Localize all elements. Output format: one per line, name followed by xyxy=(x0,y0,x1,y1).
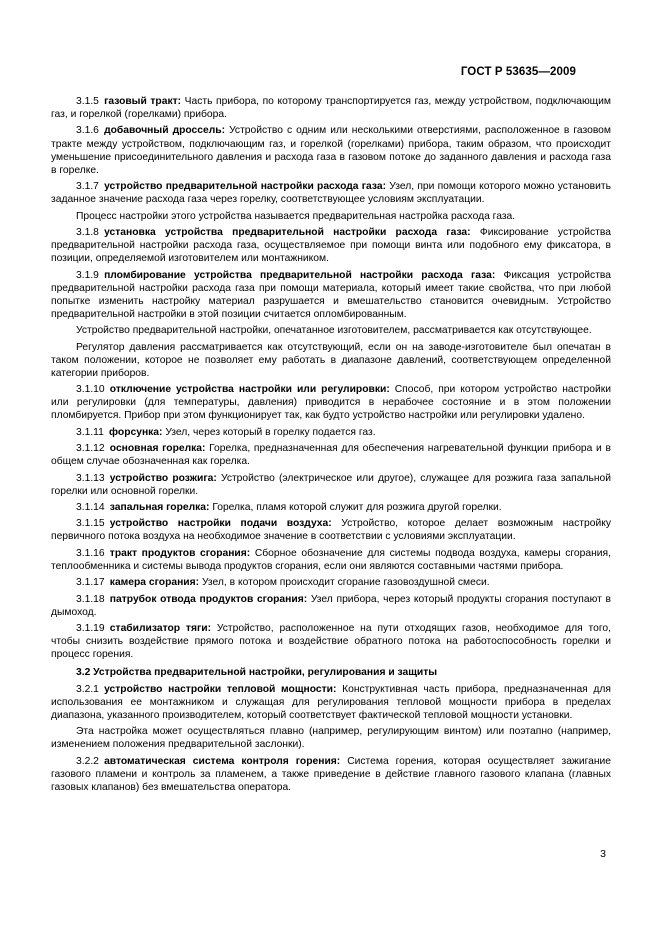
definition-number: 3.1.14 xyxy=(76,502,105,513)
definition-text: Фиксация устройства предварительной настройки расхода газа при помощи материала, который имеет такие свойства, что при любой попытке изменить настройку материал разрушается и вмешательство становится очевидным. Устройство предварительной настройки в этой позиции считается опломбированным. xyxy=(51,269,611,320)
definition-term: пломбирование устройства предварительной настройки расхода газа: xyxy=(104,269,496,281)
definition-number: 3.1.18 xyxy=(76,593,105,605)
definition-number: 3.1.6 xyxy=(76,125,99,137)
definition-number: 3.1.17 xyxy=(76,577,105,589)
definition-item xyxy=(51,755,611,794)
definition-note xyxy=(51,324,611,337)
definition-number: 3.1.5 xyxy=(76,96,99,107)
definition-text: Фиксирование устройства предварительной настройки расхода газа, осуществляемое при помощи винта или подобного ему фиксатора, в позиции, определяемой изготовителем или монтажником. xyxy=(51,226,611,265)
definition-term: добавочный дроссель: xyxy=(104,125,226,137)
definition-text: Горелка, пламя которой служит для розжига другой горелки. xyxy=(212,502,502,513)
definitions-list-3-2 xyxy=(51,683,611,794)
definition-item xyxy=(51,269,611,321)
definition-text: Устройство с одним или несколькими отверстиями, расположенное в газовом тракте между устройством, подключающим газ, и горелкой (горелками) прибора, таким образом, что происходит уменьшение присоединительного давления и расхода газа в газовом потоке до заданного давления и расхода газа в горелке. xyxy=(51,125,611,176)
definition-item xyxy=(51,576,611,589)
definition-text: Устройство, расположенное на пути отходящих газов, необходимое для того, чтобы снизить воздействие прямого потока и воздействие обратного потока на работоспособность горелки и процесс горения. xyxy=(51,623,611,661)
definition-note xyxy=(51,725,611,751)
definition-term: отключение устройства настройки или регулировки: xyxy=(109,384,390,396)
definition-number: 3.1.15 xyxy=(76,518,105,530)
definition-note xyxy=(51,341,611,380)
definition-term: устройство настройки тепловой мощности: xyxy=(104,683,337,695)
definition-term: устройство настройки подачи воздуха: xyxy=(109,518,332,530)
document-body xyxy=(51,95,611,797)
section-heading: 3.2 Устройства предварительной настройки, регулирования и защиты xyxy=(76,667,438,679)
definition-term: основная горелка: xyxy=(109,443,206,455)
definition-item xyxy=(51,95,611,121)
definition-item xyxy=(51,180,611,206)
definition-note xyxy=(51,210,611,223)
definition-item xyxy=(51,226,611,265)
definition-term: форсунка: xyxy=(109,426,163,438)
definition-number: 3.2.1 xyxy=(76,683,99,695)
definition-item xyxy=(51,501,611,514)
definition-term: патрубок отвода продуктов сгорания: xyxy=(109,593,308,605)
definition-term: газовый тракт: xyxy=(104,96,182,107)
definition-number: 3.1.11 xyxy=(76,426,104,438)
definition-term: камера сгорания: xyxy=(109,577,200,589)
definition-term: стабилизатор тяги: xyxy=(109,623,212,635)
definition-text: Часть прибора, по которому транспортируется газ, между устройством, подключающим газ, и горелкой (горелками) прибора. xyxy=(51,96,611,121)
definition-text: Устройство (электрическое или другое), служащее для розжига газа запальной горелки или основной горелки. xyxy=(51,472,611,497)
definition-item xyxy=(51,547,611,573)
definition-item xyxy=(51,124,611,176)
definition-number: 3.1.8 xyxy=(76,226,99,238)
definition-number: 3.1.12 xyxy=(76,443,105,455)
definition-item xyxy=(51,426,611,439)
definition-text: Горелка, предназначенная для обеспечения нагревательной функции прибора и в общем случае обозначенная как горелка. xyxy=(51,443,611,468)
definition-item xyxy=(51,442,611,468)
definition-term: автоматическая система контроля горения: xyxy=(104,755,341,767)
definition-text: Узел, в котором происходит сгорание газовоздушной смеси. xyxy=(201,577,490,589)
definition-number: 3.2.2 xyxy=(76,755,99,767)
definition-text: Узел, через который в горелку подается газ. xyxy=(165,426,376,438)
definition-text: Устройство, которое делает возможным настройку первичного потока воздуха на необходимое значение в соответствии с условиями эксплуатации. xyxy=(51,518,611,543)
definition-text: Регулятор давления рассматривается как отсутствующий, если он на заводе-изготовителе был опечатан в таком положении, которое не позволяет ему работать в диапазоне давлений, соответствующем определенной категории приборов. xyxy=(51,341,611,379)
definition-term: устройство предварительной настройки расхода газа: xyxy=(104,181,387,193)
definition-item xyxy=(51,383,611,422)
page-number: 3 xyxy=(600,848,606,860)
definition-text: Эта настройка может осуществляться плавно (например, регулирующим винтом) или поэтапно (например, изменением положения предварительной заслонки). xyxy=(51,726,611,751)
definition-number: 3.1.16 xyxy=(76,547,105,559)
definition-text: Система горения, которая осуществляет зажигание газового пламени и контроль за пламенем, а также приведение в действие главного газового клапана (главных газовых клапанов) без вмешательства оператора. xyxy=(51,755,611,794)
definition-term: установка устройства предварительной настройки расхода газа: xyxy=(104,226,471,238)
definition-term: запальная горелка: xyxy=(109,502,210,513)
document-code-header: ГОСТ Р 53635—2009 xyxy=(460,66,576,78)
definition-text: Способ, при котором устройство настройки или регулировки (для температуры, давления) приводится в нерабочее состояние и в этом положении пломбируется. Прибор при этом функционирует так, как будто устройство настройки или регулировки удалено. xyxy=(51,384,611,422)
definition-term: устройство розжига: xyxy=(109,472,217,484)
definition-number: 3.1.13 xyxy=(76,472,105,484)
definition-number: 3.1.7 xyxy=(76,181,99,193)
definition-item xyxy=(51,593,611,619)
definition-item xyxy=(51,622,611,661)
definition-text: Устройство предварительной настройки, опечатанное изготовителем, рассматривается как отсутствующее. xyxy=(76,325,592,337)
definition-item xyxy=(51,683,611,722)
definition-term: тракт продуктов сгорания: xyxy=(109,547,251,559)
definition-item xyxy=(51,517,611,543)
definition-text: Конструктивная часть прибора, предназначенная для использования ее монтажником и служащая для регулирования тепловой мощности прибора в пределах диапазона, указанного производителем, который соответствует фактической тепловой мощности установки. xyxy=(51,683,612,721)
definition-text: Узел, при помощи которого можно установить заданное значение расхода газа через горелку, соответствующее условиям эксплуатации. xyxy=(51,181,611,206)
definitions-list-3-1 xyxy=(51,95,611,661)
definition-text: Узел прибора, через который продукты сгорания поступают в дымоход. xyxy=(51,593,611,618)
definition-text: Процесс настройки этого устройства называется предварительная настройка расхода газа. xyxy=(76,210,516,222)
definition-number: 3.1.9 xyxy=(76,269,99,281)
definition-text: Сборное обозначение для системы подвода воздуха, камеры сгорания, теплообменника и системы вывода продуктов сгорания, если они являются составными частями прибора. xyxy=(51,547,611,572)
definition-item xyxy=(51,472,611,498)
definition-number: 3.1.19 xyxy=(76,623,105,635)
definition-number: 3.1.10 xyxy=(76,384,105,396)
